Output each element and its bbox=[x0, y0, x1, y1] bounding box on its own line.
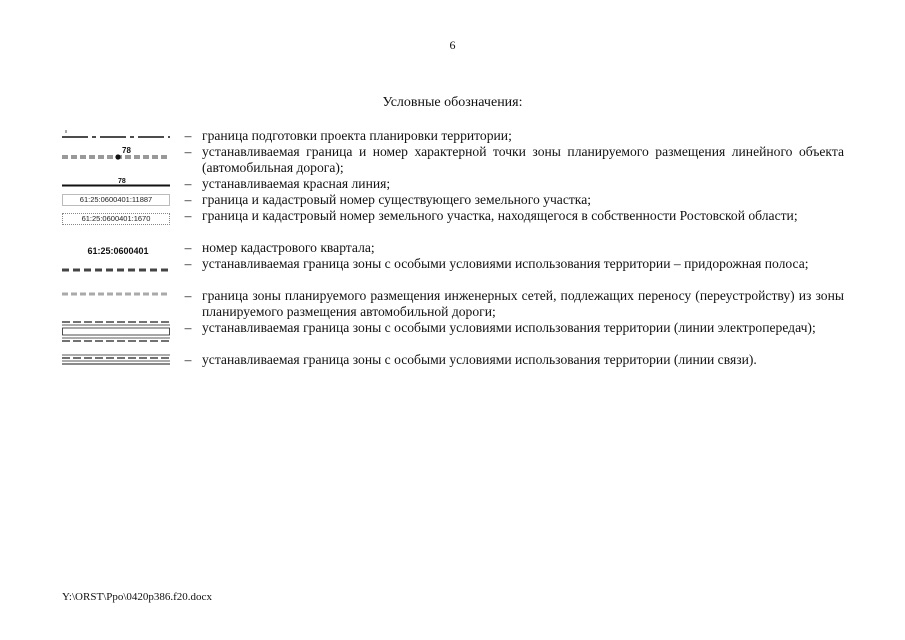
page-number: 6 bbox=[449, 38, 456, 52]
legend-dash: – bbox=[184, 240, 192, 255]
legend-dash: – bbox=[184, 144, 192, 159]
legend-description: граница и кадастровый номер существующего земельного участка; bbox=[202, 192, 592, 207]
legend-dash: – bbox=[184, 208, 192, 223]
communication-line-zone-icon bbox=[62, 352, 174, 368]
legend-description: граница и кадастровый номер земельного участка, находящегося в собственности Ростовской области; bbox=[202, 208, 798, 223]
legend-item bbox=[62, 256, 844, 288]
legend-description: устанавливаемая граница зоны с особыми условиями использования территории (линии электропередач); bbox=[202, 320, 816, 335]
legend-item bbox=[62, 128, 844, 144]
dotted-line-with-point-icon bbox=[62, 144, 174, 176]
legend-description: устанавливаемая граница зоны с особыми условиями использования территории (линии связи). bbox=[202, 352, 757, 367]
legend-item bbox=[62, 352, 844, 368]
legend-description: устанавливаемая красная линия; bbox=[202, 176, 391, 191]
legend-description: граница подготовки проекта планировки территории; bbox=[202, 128, 512, 143]
land-plot-box-icon bbox=[62, 192, 174, 208]
boundary-dashed-line-icon bbox=[62, 128, 174, 144]
legend-dash: – bbox=[184, 352, 192, 367]
red-line-point-label: 78 bbox=[118, 178, 126, 185]
legend-item bbox=[62, 288, 844, 320]
point-number-label: 78 bbox=[122, 146, 131, 155]
legend-description: граница зоны планируемого размещения инженерных сетей, подлежащих переносу (переустройству) из зоны планируемого размещения автомобильной дороги; bbox=[202, 288, 844, 319]
regional-plot-box-icon bbox=[62, 208, 174, 240]
legend-dash: – bbox=[184, 320, 192, 335]
regional-plot-number: 61:25:0600401:1670 bbox=[62, 213, 170, 225]
legend-item bbox=[62, 192, 844, 208]
legend-description: устанавливаемая граница зоны с особыми условиями использования территории – придорожная полоса; bbox=[202, 256, 809, 271]
legend-dash: – bbox=[184, 288, 192, 303]
land-plot-number: 61:25:0600401:11887 bbox=[62, 194, 170, 206]
red-line-icon bbox=[62, 176, 174, 192]
file-path-footer: Y:\ORST\Ppo\0420p386.f20.docx bbox=[62, 591, 212, 603]
legend-dash: – bbox=[184, 256, 192, 271]
legend-item bbox=[62, 240, 844, 256]
legend-list bbox=[62, 128, 844, 368]
legend-item bbox=[62, 176, 844, 192]
legend-item bbox=[62, 320, 844, 352]
legend-dash: – bbox=[184, 128, 192, 143]
legend-item bbox=[62, 144, 844, 176]
legend-dash: – bbox=[184, 192, 192, 207]
legend-description: номер кадастрового квартала; bbox=[202, 240, 375, 255]
legend-description: устанавливаемая граница и номер характерной точки зоны планируемого размещения линейного объекта (автомобильная дорога); bbox=[202, 144, 844, 175]
cadastral-quarter-icon: 61:25:0600401 bbox=[87, 246, 149, 256]
legend-title: Условные обозначения: bbox=[382, 95, 523, 110]
roadside-zone-line-icon bbox=[62, 256, 174, 288]
legend-item bbox=[62, 208, 844, 240]
legend-dash: – bbox=[184, 176, 192, 191]
engineering-networks-line-icon bbox=[62, 288, 174, 320]
power-line-zone-icon bbox=[62, 320, 174, 352]
